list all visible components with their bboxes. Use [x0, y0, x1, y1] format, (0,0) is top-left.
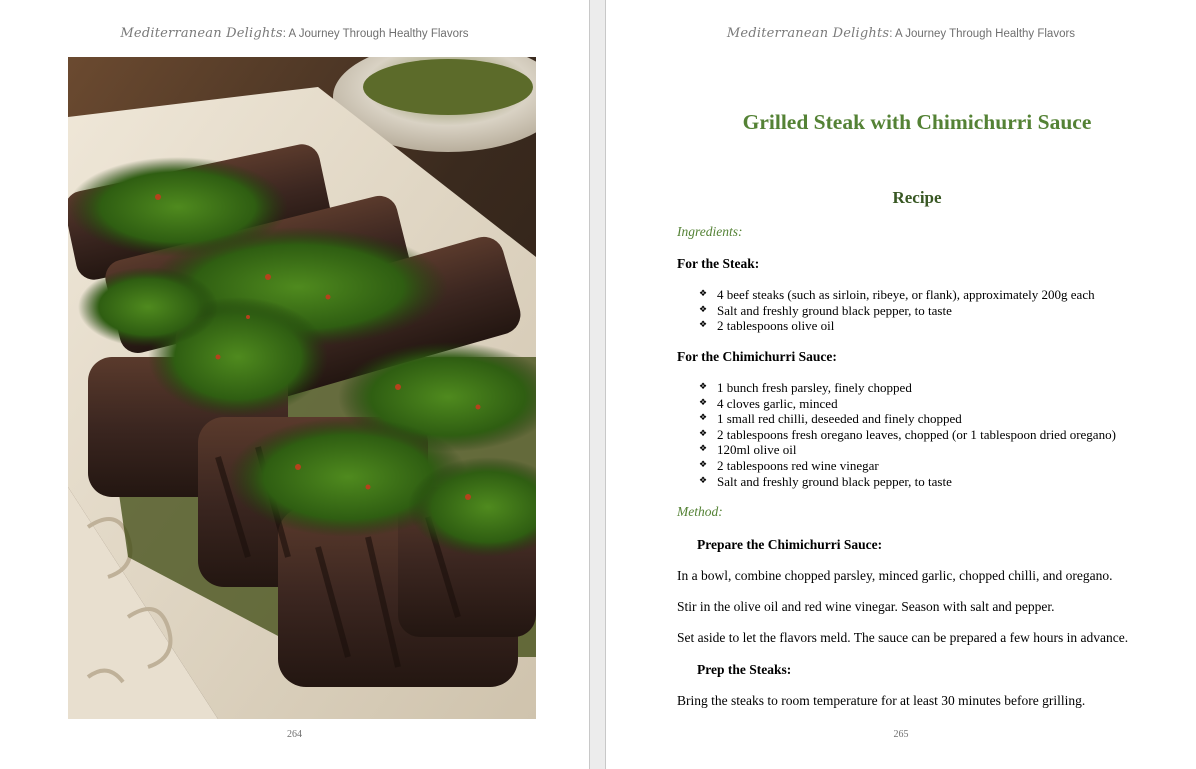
list-item: ❖ 1 small red chilli, deseeded and finely chopped — [699, 411, 1116, 427]
sauce-ingredient-list — [699, 380, 1116, 489]
steak-photo — [68, 57, 536, 719]
list-item: ❖ 1 bunch fresh parsley, finely chopped — [699, 380, 1116, 396]
header-script-title-right: Mediterranean Delights — [726, 26, 890, 41]
sauce-label: For the Chimichurri Sauce: — [677, 349, 837, 364]
list-item: ❖ Salt and freshly ground black pepper, to taste — [699, 303, 1095, 319]
running-header-right — [606, 26, 1196, 41]
header-subtitle-right: : A Journey Through Healthy Flavors — [889, 28, 1076, 40]
method-label: Method: — [677, 504, 723, 519]
list-item: ❖ 2 tablespoons olive oil — [699, 318, 1095, 334]
ingredients-label: Ingredients: — [677, 224, 743, 239]
step1-paragraph: Stir in the olive oil and red wine vinegar. Season with salt and pepper. — [677, 599, 1055, 614]
list-item: ❖ Salt and freshly ground black pepper, to taste — [699, 474, 1116, 490]
list-item: ❖ 2 tablespoons red wine vinegar — [699, 458, 1116, 474]
page-number-right: 265 — [893, 729, 909, 740]
step1-label: Prepare the Chimichurri Sauce: — [697, 537, 883, 552]
right-page — [606, 0, 1196, 769]
list-item: ❖ 4 beef steaks (such as sirloin, ribeye, or flank), approximately 200g each — [699, 287, 1095, 303]
step2-paragraph: Bring the steaks to room temperature for at least 30 minutes before grilling. — [677, 693, 1086, 708]
page-gutter — [589, 0, 606, 769]
step1-paragraph: Set aside to let the flavors meld. The sauce can be prepared a few hours in advance. — [677, 630, 1129, 645]
list-item: ❖ 2 tablespoons fresh oregano leaves, chopped (or 1 tablespoon dried oregano) — [699, 427, 1116, 443]
list-item: ❖ 4 cloves garlic, minced — [699, 396, 1116, 412]
recipe-title: Grilled Steak with Chimichurri Sauce — [742, 110, 1092, 134]
steak-label: For the Steak: — [677, 256, 760, 271]
header-subtitle: : A Journey Through Healthy Flavors — [282, 28, 469, 40]
page-number-left: 264 — [287, 729, 302, 740]
step2-label: Prep the Steaks: — [697, 662, 792, 677]
steak-ingredient-list — [699, 287, 1095, 334]
step1-paragraph: In a bowl, combine chopped parsley, minced garlic, chopped chilli, and oregano. — [677, 568, 1113, 583]
left-page — [0, 0, 589, 769]
list-item: ❖ 120ml olive oil — [699, 442, 1116, 458]
running-header-left — [0, 26, 589, 41]
recipe-heading: Recipe — [892, 188, 942, 207]
header-script-title: Mediterranean Delights — [120, 26, 283, 41]
